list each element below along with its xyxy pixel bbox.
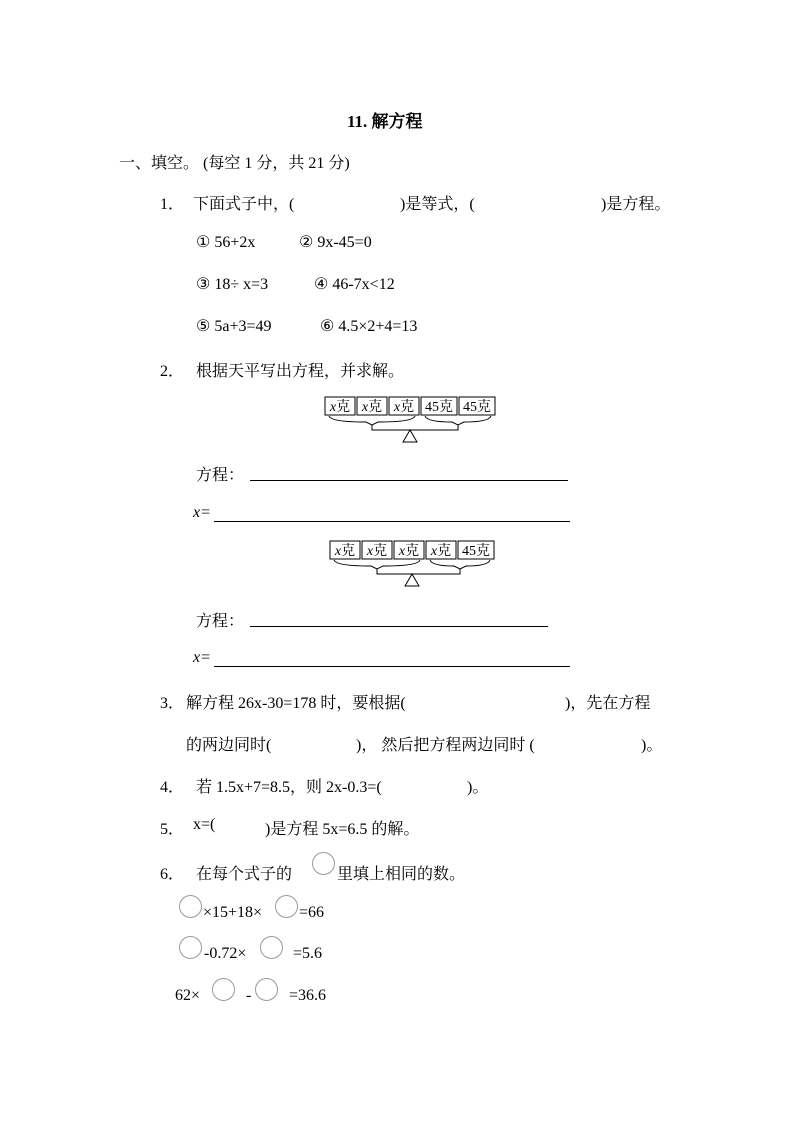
q6-eq1-circle-a[interactable] — [179, 895, 202, 918]
scale1-left-pan — [329, 416, 415, 425]
q6-eq3-circle-b[interactable] — [255, 978, 278, 1001]
scale2-weight-label-5: 45克 — [462, 544, 490, 559]
q1-option-1: ① 56+2x — [196, 234, 256, 251]
q6-eq3-text-b: - — [246, 987, 252, 1004]
scale1-weight-label-4: 45克 — [425, 400, 453, 415]
scale2-right-pan — [430, 560, 490, 569]
q6-eq3-circle-a[interactable] — [212, 978, 235, 1001]
scale1-weight-label-2: x克 — [361, 400, 383, 415]
q1-option-2-text: 9x-45=0 — [317, 234, 372, 251]
q6-eq2-text-a: -0.72× — [204, 945, 247, 962]
q3-text-part5: )。 — [641, 737, 663, 754]
scale2-weight-label-4: x克 — [430, 544, 452, 559]
q1-option-3: ③ 18÷ x=3 — [196, 276, 269, 293]
scale2-beam — [377, 569, 460, 574]
q2-equation-answer-line-1[interactable] — [250, 480, 568, 481]
q2-text: 根据天平写出方程，并求解。 — [196, 363, 405, 380]
balance-scale-1 — [323, 394, 509, 446]
q3-number: 3． — [160, 695, 185, 712]
q1-text-part1: 下面式子中，( — [193, 196, 295, 213]
q1-option-4-text: 46-7x<12 — [332, 276, 395, 293]
q4-text-part1: 若 1.5x+7=8.5，则 2x-0.3=( — [196, 779, 382, 796]
q2-x-answer-line-1[interactable] — [214, 521, 570, 522]
q1-option-5-text: 5a+3=49 — [214, 318, 272, 335]
scale1-right-pan — [425, 416, 491, 425]
q2-equation-label-2: 方程： — [196, 613, 245, 630]
q6-eq1-text-b: =66 — [299, 904, 325, 921]
q6-eq2-circle-b[interactable] — [260, 936, 283, 959]
q1-option-6: ⑥ 4.5×2+4=13 — [320, 318, 418, 335]
q1-option-5: ⑤ 5a+3=49 — [196, 318, 272, 335]
scale2-left-pan — [334, 560, 420, 569]
q6-number: 6． — [160, 866, 185, 883]
scale1-fulcrum-icon — [403, 430, 417, 442]
q2-number: 2． — [160, 363, 185, 380]
scale1-beam — [372, 425, 458, 430]
q1-option-2: ② 9x-45=0 — [299, 234, 372, 251]
q1-text-part3: )是方程。 — [601, 196, 671, 213]
scale1-weight-label-5: 45克 — [463, 400, 491, 415]
q2-x-label-1: x= — [193, 504, 211, 521]
scale2-weight-label-3: x克 — [398, 544, 420, 559]
blank-circle-icon — [312, 852, 335, 875]
page-title: 11. 解方程 — [347, 112, 423, 131]
q6-eq1-text-a: ×15+18× — [203, 904, 263, 921]
scale2-weight-label-1: x克 — [334, 544, 356, 559]
q5-text-part2: )是方程 5x=6.5 的解。 — [265, 821, 420, 838]
q6-text-part1: 在每个式子的 — [196, 866, 293, 883]
scale1-weight-label-1: x克 — [329, 400, 351, 415]
q5-number: 5． — [160, 821, 185, 838]
q2-x-label-2: x= — [193, 649, 211, 666]
q2-x-answer-line-2[interactable] — [214, 666, 570, 667]
q6-eq2-text-b: =5.6 — [293, 945, 323, 962]
q2-equation-answer-line-2[interactable] — [250, 626, 548, 627]
scale2-weight-label-2: x克 — [366, 544, 388, 559]
q4-number: 4． — [160, 779, 185, 796]
q1-text-part2: )是等式，( — [400, 196, 475, 213]
q2-equation-label-1: 方程： — [196, 467, 245, 484]
q3-text-part2: )，先在方程 — [565, 695, 651, 712]
section-heading: 一、填空。 (每空 1 分，共 21 分) — [119, 155, 350, 172]
q3-text-part4: )， 然后把方程两边同时 ( — [356, 737, 535, 754]
q1-number: 1． — [160, 196, 185, 213]
q4-text-part2: )。 — [467, 779, 489, 796]
q5-text-part1: x=( — [193, 816, 216, 833]
scale2-fulcrum-icon — [405, 574, 419, 586]
q6-text-part2: 里填上相同的数。 — [337, 866, 466, 883]
q1-option-4: ④ 46-7x<12 — [314, 276, 395, 293]
q3-text-part3: 的两边同时( — [186, 737, 272, 754]
q6-eq1-circle-b[interactable] — [275, 895, 298, 918]
q6-eq2-circle-a[interactable] — [179, 936, 202, 959]
balance-scale-2 — [328, 538, 504, 590]
q1-option-6-text: 4.5×2+4=13 — [338, 318, 418, 335]
q6-eq3-text-a: 62× — [175, 987, 201, 1004]
q1-option-1-text: 56+2x — [214, 234, 256, 251]
q3-text-part1: 解方程 26x-30=178 时，要根据( — [186, 695, 406, 712]
q6-eq3-text-c: =36.6 — [289, 987, 327, 1004]
q1-option-3-text: 18÷ x=3 — [214, 276, 269, 293]
scale1-weight-label-3: x克 — [393, 400, 415, 415]
